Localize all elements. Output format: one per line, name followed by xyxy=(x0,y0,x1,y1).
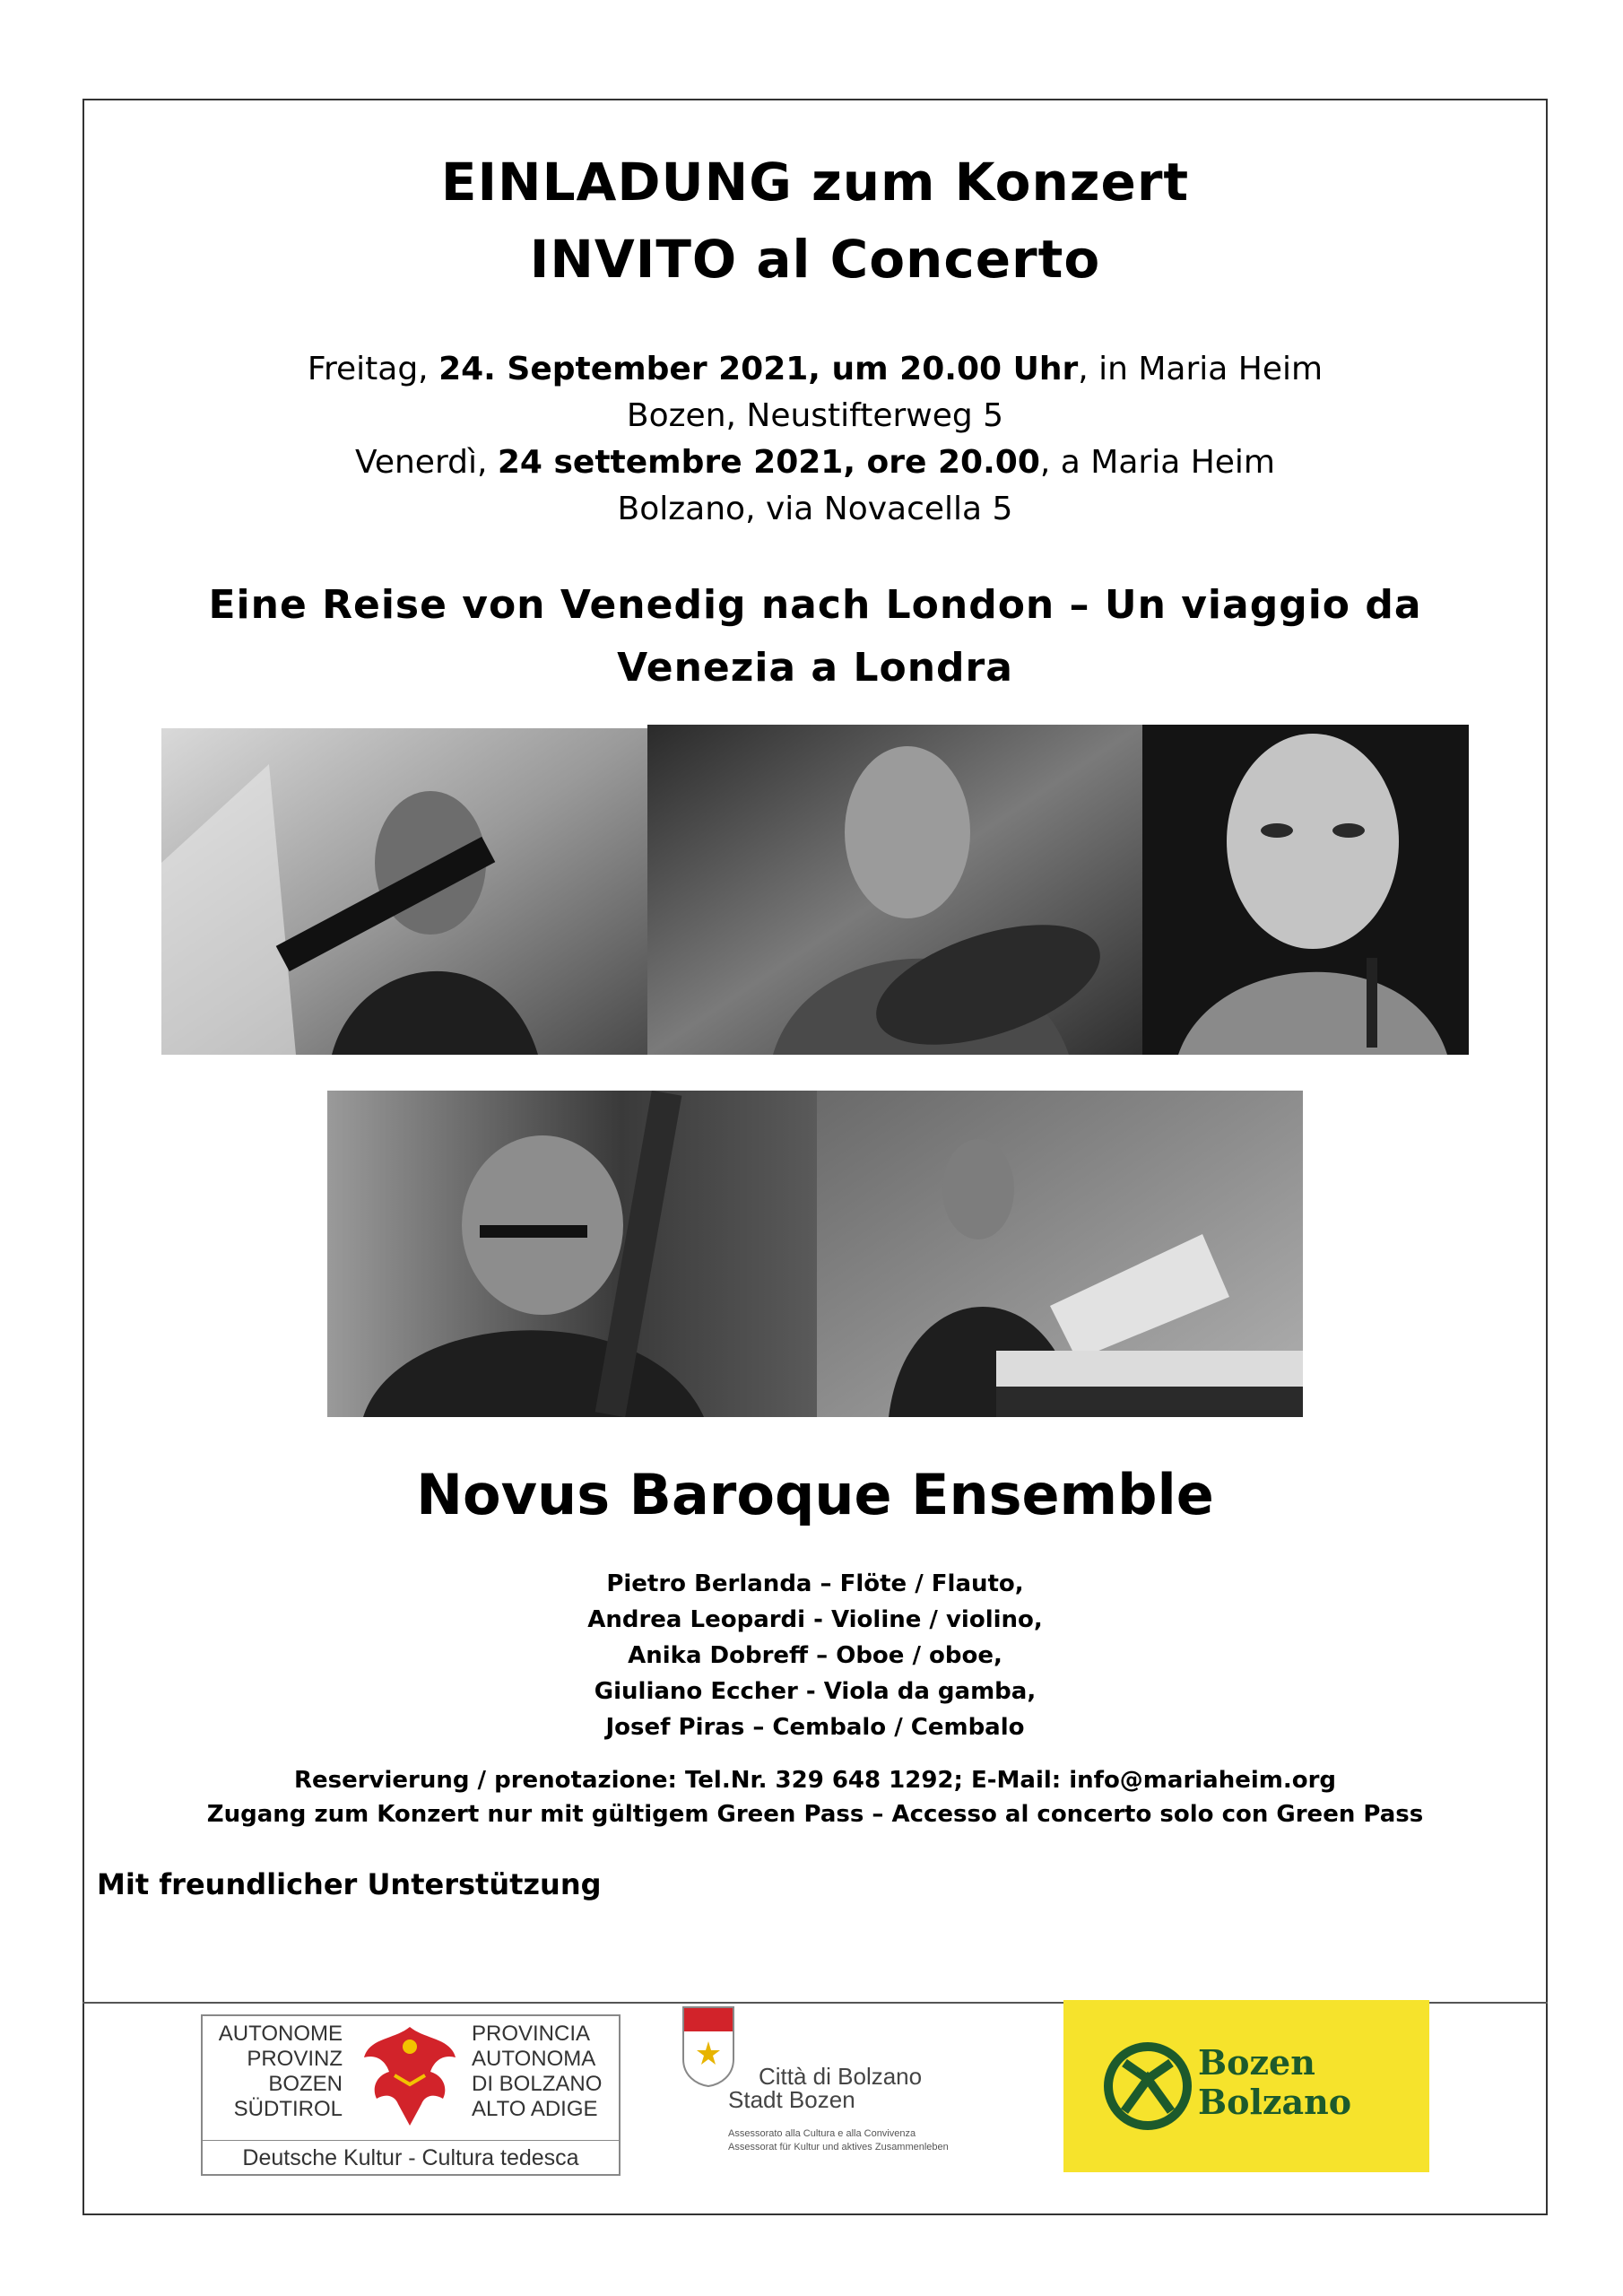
green-pass-line: Zugang zum Konzert nur mit gültigem Green Pass – Accesso al concerto solo con Green Pass xyxy=(206,1801,1424,1828)
province-name-de xyxy=(208,2022,343,2122)
city-shield-icon xyxy=(681,2005,735,2088)
concert-subtitle: Eine Reise von Venedig nach London – Un viaggio da Venezia a Londra xyxy=(208,582,1422,691)
city-logo xyxy=(678,1996,1019,2176)
province-it-line: PROVINCIA xyxy=(472,2022,591,2046)
title-de: EINLADUNG zum Konzert xyxy=(440,152,1190,213)
photo-flute-player xyxy=(161,728,647,1055)
event-info xyxy=(82,346,1548,533)
city-office-de: Assessorat für Kultur und aktives Zusammenleben xyxy=(728,2142,949,2152)
city-office-it: Assessorato alla Cultura e alla Convivenza xyxy=(728,2128,916,2139)
photo-harpsichordist xyxy=(817,1091,1303,1417)
province-logo-separator xyxy=(203,2140,619,2141)
province-de-line: BOZEN xyxy=(268,2072,343,2096)
province-department: Deutsche Kultur - Cultura tedesca xyxy=(242,2145,579,2170)
bank-name-de: Bozen xyxy=(1198,2042,1315,2083)
raiffeisen-logo xyxy=(1063,2000,1429,2172)
member-line: Anika Dobreff – Oboe / oboe, xyxy=(628,1642,1002,1669)
province-logo xyxy=(201,2014,621,2176)
member-line: Andrea Leopardi - Violine / violino, xyxy=(587,1606,1043,1633)
raiffeisen-emblem-icon xyxy=(1103,2041,1193,2131)
photo-oboist xyxy=(1142,725,1469,1055)
province-it-line: AUTONOMA xyxy=(472,2047,596,2071)
bank-name xyxy=(1198,2043,1351,2122)
city-name-de: Stadt Bozen xyxy=(728,2086,855,2113)
date-de: 24. September 2021, um 20.00 Uhr xyxy=(438,351,1079,387)
member-line: Giuliano Eccher - Viola da gamba, xyxy=(594,1678,1037,1705)
date-it: 24 settembre 2021, ore 20.00 xyxy=(497,444,1040,481)
member-line: Josef Piras – Cembalo / Cembalo xyxy=(605,1714,1025,1741)
province-de-line: AUTONOME xyxy=(218,2022,343,2046)
province-it-line: DI BOLZANO xyxy=(472,2072,603,2096)
support-heading: Mit freundlicher Unterstützung xyxy=(97,1867,602,1901)
address-de: Bozen, Neustifterweg 5 xyxy=(626,397,1004,434)
bank-name-it: Bolzano xyxy=(1198,2082,1352,2122)
province-de-line: PROVINZ xyxy=(247,2047,343,2071)
province-de-line: SÜDTIROL xyxy=(233,2097,343,2121)
address-it: Bolzano, via Novacella 5 xyxy=(617,491,1013,527)
weekday-it: Venerdì, xyxy=(355,444,498,481)
province-it-line: ALTO ADIGE xyxy=(472,2097,598,2121)
venue-it: , a Maria Heim xyxy=(1039,444,1275,481)
province-name-it xyxy=(472,2022,615,2122)
title-it: INVITO al Concerto xyxy=(529,229,1101,290)
ensemble-name: Novus Baroque Ensemble xyxy=(416,1462,1214,1527)
event-line-de xyxy=(82,346,1548,393)
members-list xyxy=(82,1566,1548,1745)
city-name-it: Città di Bolzano xyxy=(759,2063,923,2090)
eagle-crest-icon xyxy=(359,2022,461,2131)
member-line: Pietro Berlanda – Flöte / Flauto, xyxy=(606,1570,1024,1597)
venue-de: , in Maria Heim xyxy=(1078,351,1324,387)
city-office xyxy=(728,2127,1024,2154)
weekday-de: Freitag, xyxy=(307,351,439,387)
photo-violinist xyxy=(647,725,1142,1055)
reservation-line: Reservierung / prenotazione: Tel.Nr. 329 648 1292; E-Mail: info@mariaheim.org xyxy=(293,1767,1337,1794)
event-line-it xyxy=(82,439,1548,486)
photo-gamba-player xyxy=(327,1091,817,1417)
reservation-info xyxy=(82,1763,1548,1831)
